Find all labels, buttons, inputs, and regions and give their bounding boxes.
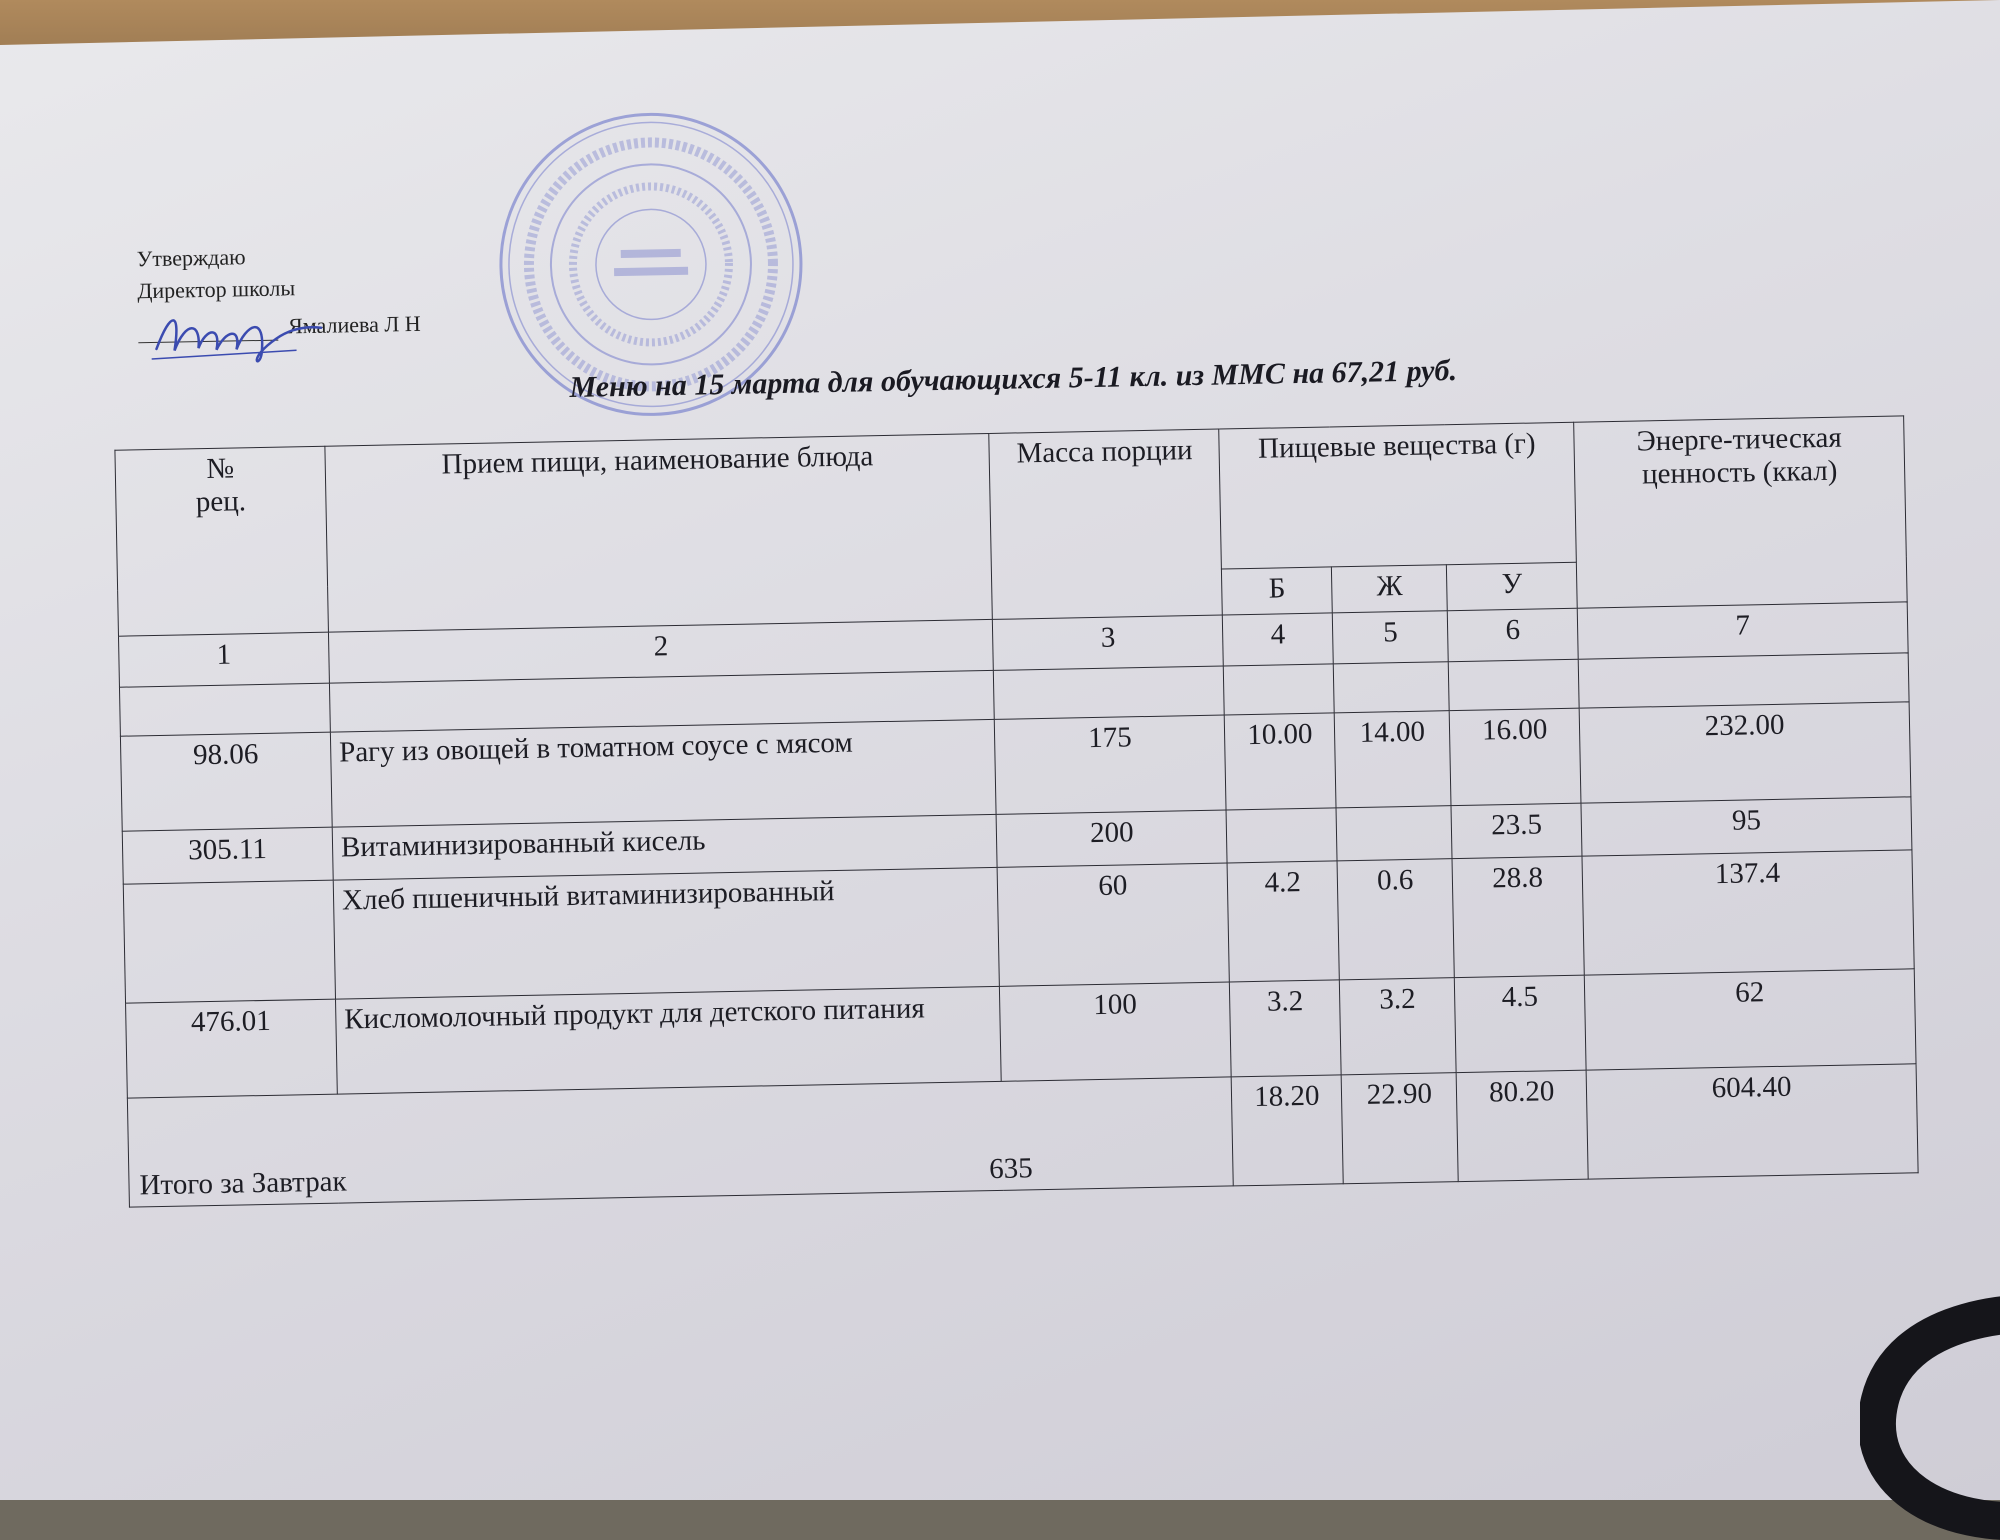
carbs-value: 23.5: [1451, 803, 1582, 858]
column-number: 7: [1577, 602, 1908, 659]
rec-number: 476.01: [126, 999, 338, 1098]
header-fat: Ж: [1332, 565, 1448, 613]
protein-value: 10.00: [1225, 713, 1337, 810]
approval-block: [136, 238, 420, 345]
column-number: 1: [118, 632, 329, 687]
empty-cell: [1448, 659, 1579, 710]
total-label: Итого за Завтрак: [139, 1165, 347, 1202]
protein-value: 3.2: [1230, 980, 1342, 1077]
empty-cell: [1224, 664, 1335, 715]
column-number: 4: [1223, 613, 1334, 666]
dish-name: Витаминизированный кисель: [332, 814, 997, 880]
header-mass: Масса порции: [989, 429, 1222, 619]
empty-cell: [994, 666, 1225, 719]
fat-value: [1336, 806, 1452, 861]
carbs-value: 28.8: [1452, 856, 1584, 977]
column-number: 3: [993, 615, 1224, 670]
signature-scribble: [146, 298, 327, 371]
fat-value: 14.00: [1334, 711, 1451, 808]
column-number: 5: [1333, 611, 1449, 664]
energy-value: 137.4: [1582, 850, 1914, 975]
fat-value: 0.6: [1337, 859, 1454, 980]
menu-document: [100, 185, 1940, 1260]
total-label-cell: [127, 1077, 1233, 1207]
total-mass: 635: [988, 1152, 1033, 1186]
header-rec-no: № рец.: [115, 446, 328, 636]
column-number: 6: [1447, 608, 1578, 661]
energy-value: 62: [1584, 969, 1916, 1070]
column-number: 2: [328, 619, 993, 683]
empty-cell: [1334, 662, 1450, 713]
header-dish: Прием пищи, наименование блюда: [325, 433, 993, 632]
total-fat: 22.90: [1341, 1073, 1458, 1184]
approval-name: Ямалиева Л Н: [287, 310, 421, 339]
protein-value: [1226, 808, 1337, 863]
portion-mass: 200: [997, 810, 1228, 867]
carbs-value: 16.00: [1449, 708, 1581, 805]
header-energy: Энерге-тическая ценность (ккал): [1574, 416, 1907, 608]
header-nutrients: Пищевые вещества (г): [1219, 422, 1576, 569]
header-protein: Б: [1222, 567, 1333, 615]
rec-number: 305.11: [122, 827, 333, 884]
menu-table: [114, 415, 1918, 1207]
total-carbs: 80.20: [1456, 1070, 1588, 1181]
header-carbs: У: [1447, 562, 1578, 610]
rec-number: [123, 880, 335, 1003]
portion-mass: 175: [995, 715, 1227, 814]
dish-name: Хлеб пшеничный витаминизированный: [333, 867, 1000, 999]
fat-value: 3.2: [1340, 978, 1457, 1075]
rec-number: 98.06: [120, 732, 332, 831]
menu-title: Меню на 15 марта для обучающихся 5-11 кл. из ММС на 67,21 руб.: [569, 353, 1458, 405]
total-energy: 604.40: [1586, 1064, 1918, 1179]
energy-value: 232.00: [1579, 702, 1911, 803]
empty-cell: [119, 683, 330, 736]
portion-mass: 100: [1000, 982, 1232, 1081]
dish-name: Кисломолочный продукт для детского питания: [335, 986, 1001, 1094]
dish-name: Рагу из овощей в томатном соусе с мясом: [330, 719, 996, 827]
approval-line: Утверждаю: [136, 244, 246, 272]
protein-value: 4.2: [1227, 861, 1339, 982]
carbs-value: 4.5: [1455, 975, 1587, 1072]
black-cord: [1860, 1280, 2000, 1540]
approval-position: Директор школы: [137, 275, 296, 304]
energy-value: 95: [1581, 797, 1912, 856]
portion-mass: 60: [998, 863, 1230, 986]
total-protein: 18.20: [1231, 1075, 1343, 1186]
empty-cell: [1578, 653, 1909, 708]
